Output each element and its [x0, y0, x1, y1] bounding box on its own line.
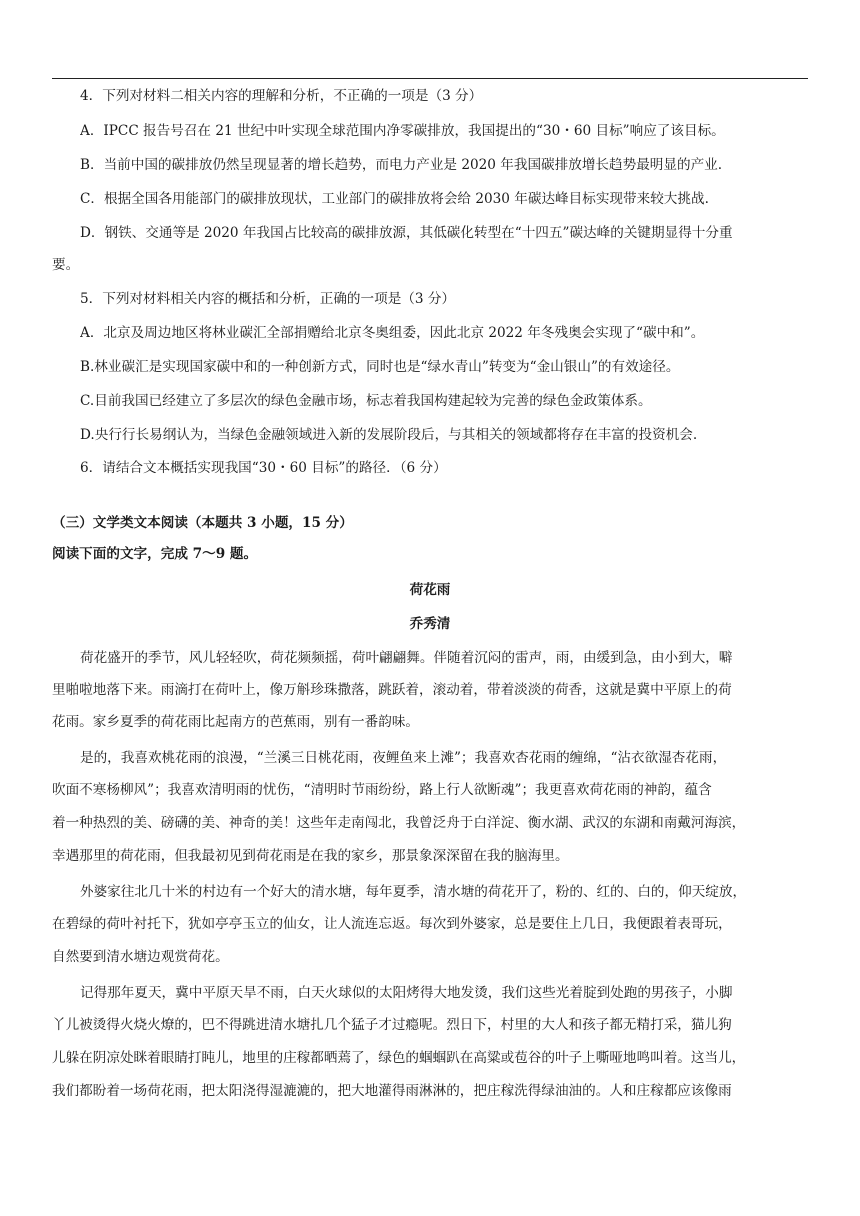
- article-line: 幸遇那里的荷花雨，但我最初见到荷花雨是在我的家乡，那景象深深留在我的脑海里。: [52, 848, 569, 864]
- q4-option-c: C．根据全国各用能部门的碳排放现状，工业部门的碳排放将会给 2030 年碳达峰目标实现带来较大挑战.: [80, 191, 709, 207]
- article-line: 丫儿被烫得火烧火燎的，巴不得跳进清水塘扎几个猛子才过瘾呢。烈日下，村里的大人和孩子都无精打采，猫儿狗: [52, 1017, 732, 1033]
- article-line: 记得那年夏天，冀中平原天旱不雨，白天火球似的太阳烤得大地发烫，我们这些光着腚到处跑的男孩子，小脚: [80, 985, 733, 1001]
- q5-stem: 5．下列对材料相关内容的概括和分析，正确的一项是（3 分）: [80, 291, 456, 307]
- q4-option-a: A．IPCC 报告号召在 21 世纪中叶实现全球范围内净零碳排放，我国提出的“30・60 目标”响应了该目标。: [80, 123, 725, 139]
- q4-option-d: D．钢铁、交通等是 2020 年我国占比较高的碳排放源，其低碳化转型在“十四五”碳达峰的关键期显得十分重: [80, 225, 733, 241]
- q4-option-b: B．当前中国的碳排放仍然呈现显著的增长趋势，而电力产业是 2020 年我国碳排放增长趋势最明显的产业.: [80, 157, 723, 173]
- article-line: 儿躲在阴凉处眯着眼睛打盹儿，地里的庄稼都晒蔫了，绿色的蝈蝈趴在高粱或苞谷的叶子上嘶哑地鸣叫着。这当儿，: [52, 1050, 746, 1066]
- article-line: 吹面不寒杨柳风”；我喜欢清明雨的忧伤，“清明时节雨纷纷，路上行人欲断魂”；我更喜欢荷花雨的神韵，蕴含: [52, 782, 712, 798]
- article-line: 是的，我喜欢桃花雨的浪漫，“兰溪三日桃花雨，夜鲤鱼来上滩”；我喜欢杏花雨的缠绵，“沾衣欲湿杏花雨，: [80, 750, 727, 766]
- article-line: 我们都盼着一场荷花雨，把太阳浇得湿漉漉的，把大地灌得雨淋淋的，把庄稼洗得绿油油的。人和庄稼都应该像雨: [52, 1083, 732, 1099]
- article-title: 荷花雨: [409, 582, 451, 598]
- article-author: 乔秀清: [409, 616, 451, 632]
- q5-option-d: D.央行行长易纲认为，当绿色金融领域进入新的发展阶段后，与其相关的领域都将存在丰富的投资机会.: [80, 427, 698, 443]
- article-line: 自然要到清水塘边观赏荷花。: [52, 949, 229, 965]
- article-line: 外婆家往北几十米的村边有一个好大的清水塘，每年夏季，清水塘的荷花开了，粉的、红的、白的，仰天绽放，: [80, 884, 747, 900]
- q6-stem: 6．请结合文本概括实现我国“30・60 目标”的路径．（6 分）: [80, 460, 447, 476]
- article-line: 着一种热烈的美、磅礴的美、神奇的美！这些年走南闯北，我曾泛舟于白洋淀、衡水湖、武汉的东湖和南戴河海滨，: [52, 815, 746, 831]
- q5-option-c: C.目前我国已经建立了多层次的绿色金融市场，标志着我国构建起较为完善的绿色金政策体系。: [80, 393, 652, 409]
- article-line: 花雨。家乡夏季的荷花雨比起南方的芭蕉雨，别有一番韵味。: [52, 714, 420, 730]
- section-instruction: 阅读下面的文字，完成 7～9 题。: [52, 546, 258, 562]
- article-line: 在碧绿的荷叶衬托下，犹如亭亭玉立的仙女，让人流连忘返。每次到外婆家，总是要住上几日，我便跟着表哥玩，: [52, 916, 732, 932]
- q4-stem: 4．下列对材料二相关内容的理解和分析，不正确的一项是（3 分）: [80, 88, 483, 104]
- q5-option-a: A．北京及周边地区将林业碳汇全部捐赠给北京冬奥组委，因此北京 2022 年冬残奥会实现了“碳中和”。: [80, 325, 705, 341]
- article-line: 里啪啦地落下来。雨滴打在荷叶上，像万斛珍珠撒落，跳跃着，滚动着，带着淡淡的荷香，这就是冀中平原上的荷: [52, 682, 732, 698]
- section-heading: （三）文学类文本阅读（本题共 3 小题，15 分）: [52, 515, 353, 531]
- header-rule: [52, 78, 808, 79]
- article-line: 荷花盛开的季节，风儿轻轻吹，荷花频频摇，荷叶翩翩舞。伴随着沉闷的雷声，雨，由缓到急，由小到大，噼: [80, 650, 733, 666]
- q5-option-b: B.林业碳汇是实现国家碳中和的一种创新方式，同时也是“绿水青山”转变为“金山银山”的有效途径。: [80, 359, 680, 375]
- q4-option-d-cont: 要。: [52, 257, 80, 273]
